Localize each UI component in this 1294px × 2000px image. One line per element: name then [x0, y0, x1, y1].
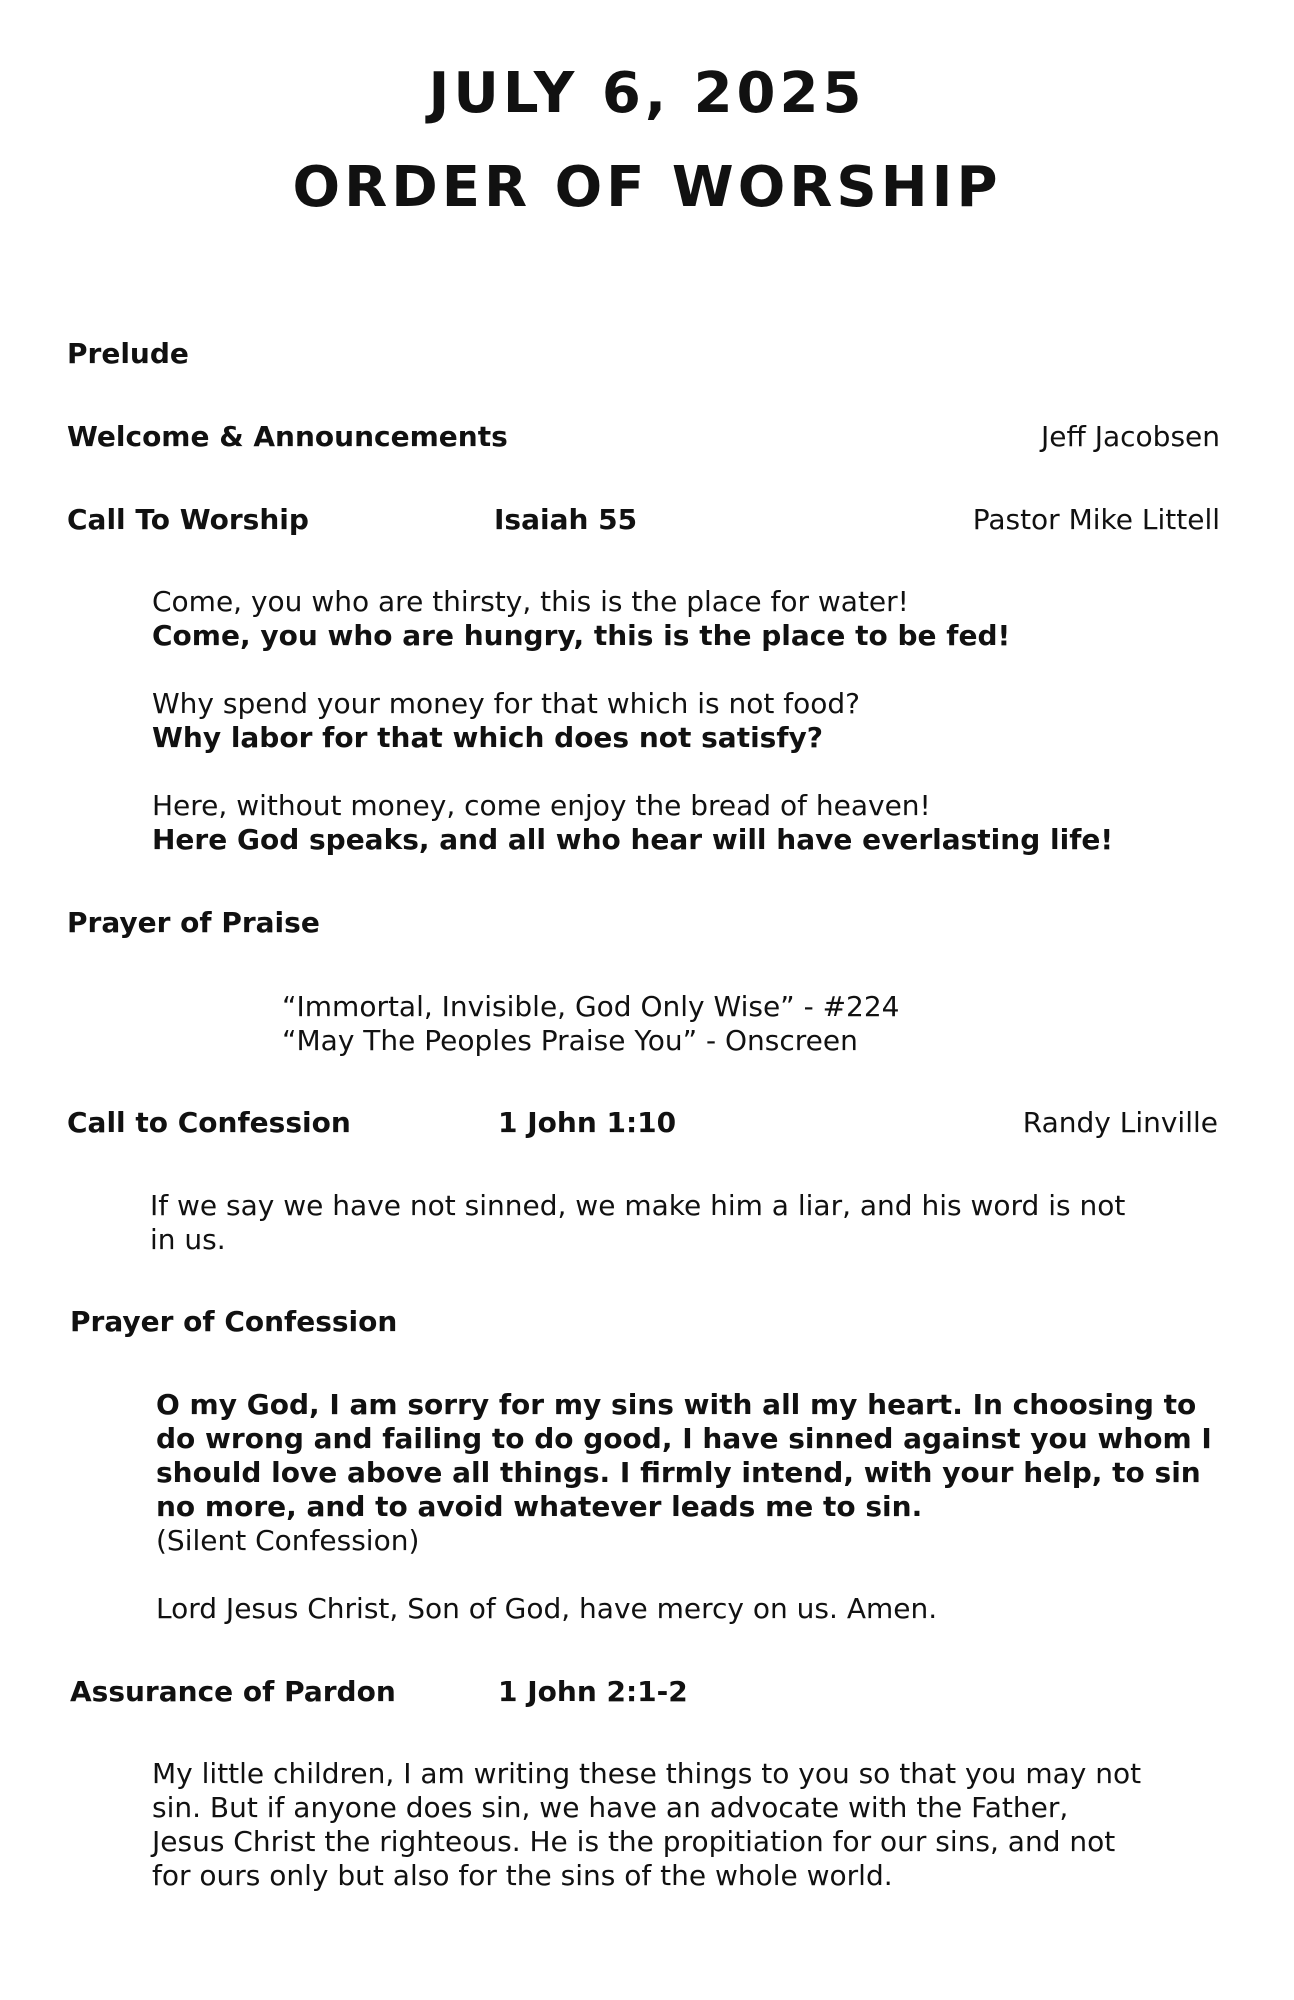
call-to-confession-leader: Randy Linville [1022, 1106, 1218, 1139]
prayer-of-confession-text [156, 1388, 1212, 1626]
assurance-of-pardon-text [152, 1757, 1141, 1893]
page-title: ORDER OF WORSHIP [292, 155, 1002, 220]
scripture-line: My little children, I am writing these things to you so that you may not [152, 1757, 1142, 1790]
scripture-line: If we say we have not sinned, we make him a liar, and his word is not [150, 1189, 1126, 1222]
service-date: JULY 6, 2025 [428, 61, 866, 126]
liturgy-people-line: Come, you who are hungry, this is the place to be fed! [152, 619, 1011, 652]
assurance-of-pardon-reference: 1 John 2:1-2 [498, 1675, 688, 1708]
scripture-line: sin. But if anyone does sin, we have an advocate with the Father, [152, 1791, 1069, 1824]
prayer-of-praise-row [67, 905, 1220, 941]
scripture-line: for ours only but also for the sins of the whole world. [152, 1859, 893, 1892]
call-to-worship-row [67, 502, 1220, 538]
prayer-line: no more, and to avoid whatever leads me to sin. [156, 1490, 923, 1523]
liturgy-leader-line: Here, without money, come enjoy the bread of heaven! [152, 789, 931, 822]
assurance-of-pardon-label: Assurance of Pardon [70, 1675, 396, 1708]
call-to-confession-label: Call to Confession [67, 1106, 351, 1139]
call-to-worship-leader: Pastor Mike Littell [972, 503, 1220, 536]
call-to-worship-reference: Isaiah 55 [494, 503, 638, 536]
silent-confession: (Silent Confession) [156, 1524, 420, 1557]
prelude-label: Prelude [67, 337, 189, 370]
song-item: “May The Peoples Praise You” - Onscreen [282, 1024, 858, 1057]
song-list [282, 990, 900, 1058]
liturgy-people-line: Why labor for that which does not satisfy? [152, 721, 824, 754]
song-item: “Immortal, Invisible, God Only Wise” - #224 [282, 990, 900, 1023]
call-to-confession-reference: 1 John 1:10 [498, 1106, 677, 1139]
assurance-of-pardon-row [70, 1674, 1223, 1710]
call-to-worship-text [152, 585, 1113, 857]
prayer-line: do wrong and failing to do good, I have sinned against you whom I [156, 1422, 1212, 1455]
scripture-line: in us. [150, 1223, 226, 1256]
prayer-line: O my God, I am sorry for my sins with all my heart. In choosing to [156, 1388, 1197, 1421]
scripture-line: Jesus Christ the righteous. He is the propitiation for our sins, and not [152, 1825, 1116, 1858]
prayer-of-praise-label: Prayer of Praise [67, 906, 320, 939]
welcome-label: Welcome & Announcements [67, 420, 508, 453]
confession-response: Lord Jesus Christ, Son of God, have mercy on us. Amen. [156, 1592, 938, 1625]
call-to-worship-label: Call To Worship [67, 503, 309, 536]
welcome-leader: Jeff Jacobsen [1041, 420, 1220, 453]
liturgy-leader-line: Come, you who are thirsty, this is the place for water! [152, 585, 909, 618]
prelude-row [67, 336, 1220, 372]
prayer-of-confession-label: Prayer of Confession [70, 1305, 398, 1338]
welcome-row [67, 419, 1220, 455]
call-to-confession-row [67, 1105, 1220, 1141]
prayer-line: should love above all things. I firmly intend, with your help, to sin [156, 1456, 1201, 1489]
liturgy-leader-line: Why spend your money for that which is not food? [152, 687, 861, 720]
prayer-of-confession-row [70, 1304, 1223, 1340]
call-to-confession-text [150, 1189, 1125, 1257]
liturgy-people-line: Here God speaks, and all who hear will have everlasting life! [152, 823, 1114, 856]
